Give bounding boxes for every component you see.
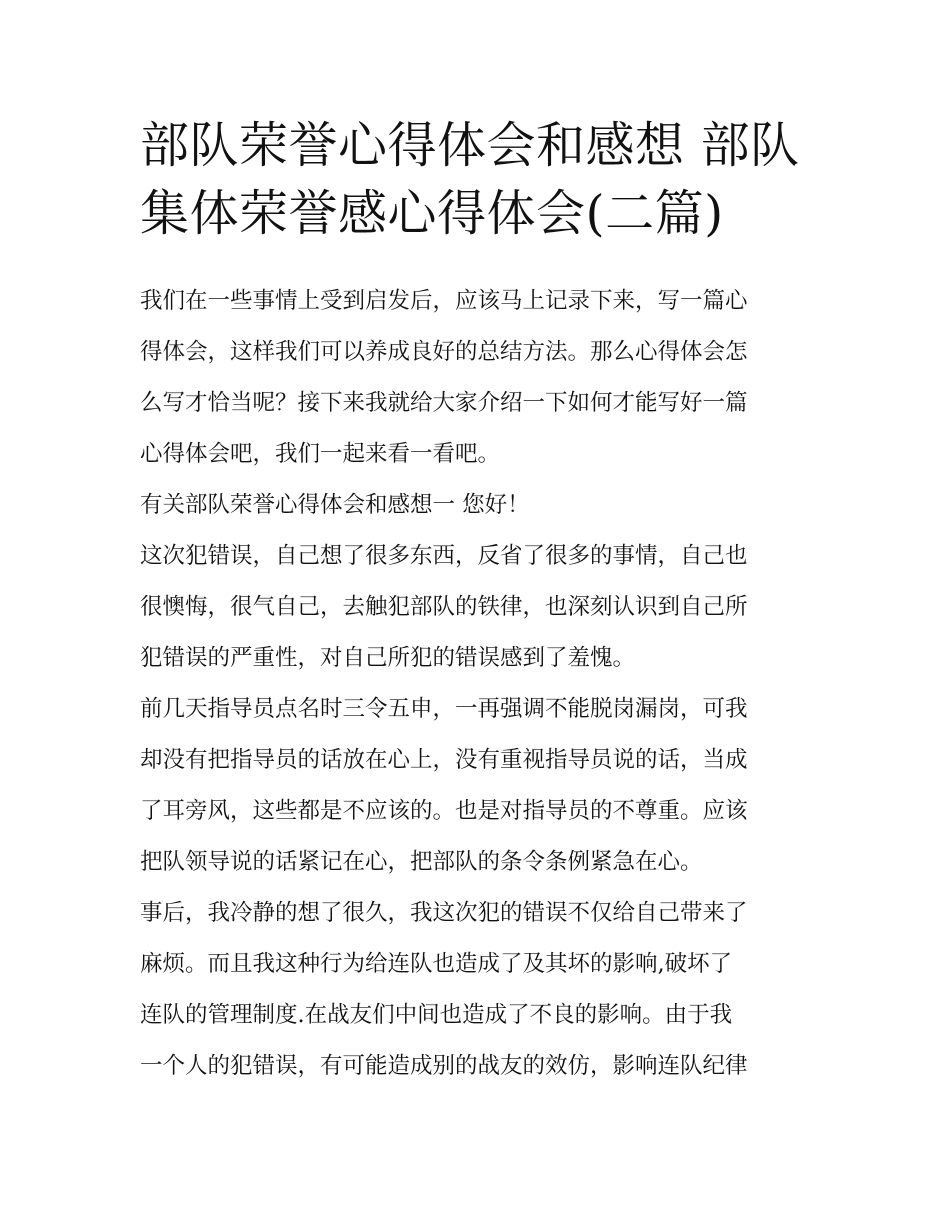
body-line: 很懊悔，很气自己，去触犯部队的铁律，也深刻认识到自己所	[140, 594, 748, 620]
body-line: 有关部队荣誉心得体会和感想一 您好！	[140, 492, 530, 518]
body-line: 犯错误的严重性，对自己所犯的错误感到了羞愧。	[140, 645, 636, 671]
body-line: 麻烦。而且我这种行为给连队也造成了及其坏的影响,破坏了	[140, 951, 733, 977]
body-line: 心得体会吧，我们一起来看一看吧。	[140, 441, 501, 467]
body-line: 我们在一些事情上受到启发后，应该马上记录下来，写一篇心	[140, 288, 748, 314]
body-line: 么写才恰当呢？接下来我就给大家介绍一下如何才能写好一篇	[140, 390, 748, 416]
body-line: 这次犯错误，自己想了很多东西，反省了很多的事情，自己也	[140, 543, 748, 569]
document-title	[140, 112, 820, 248]
body-line: 事后，我冷静的想了很久，我这次犯的错误不仅给自己带来了	[140, 900, 748, 926]
body-line: 了耳旁风，这些都是不应该的。也是对指导员的不尊重。应该	[140, 798, 748, 824]
body-line: 得体会，这样我们可以养成良好的总结方法。那么心得体会怎	[140, 339, 748, 365]
body-line: 却没有把指导员的话放在心上，没有重视指导员说的话，当成	[140, 747, 748, 773]
title-line-1: 部队荣誉心得体会和感想 部队	[140, 117, 800, 174]
body-line: 前几天指导员点名时三令五申，一再强调不能脱岗漏岗，可我	[140, 696, 748, 722]
body-line: 连队的管理制度.在战友们中间也造成了不良的影响。由于我	[140, 1002, 733, 1028]
document-body	[140, 280, 820, 1096]
body-line: 把队领导说的话紧记在心，把部队的条令条例紧急在心。	[140, 849, 703, 875]
title-line-2: 集体荣誉感心得体会(二篇)	[140, 185, 724, 242]
body-line: 一个人的犯错误，有可能造成别的战友的效仿，影响连队纪律	[140, 1053, 748, 1079]
